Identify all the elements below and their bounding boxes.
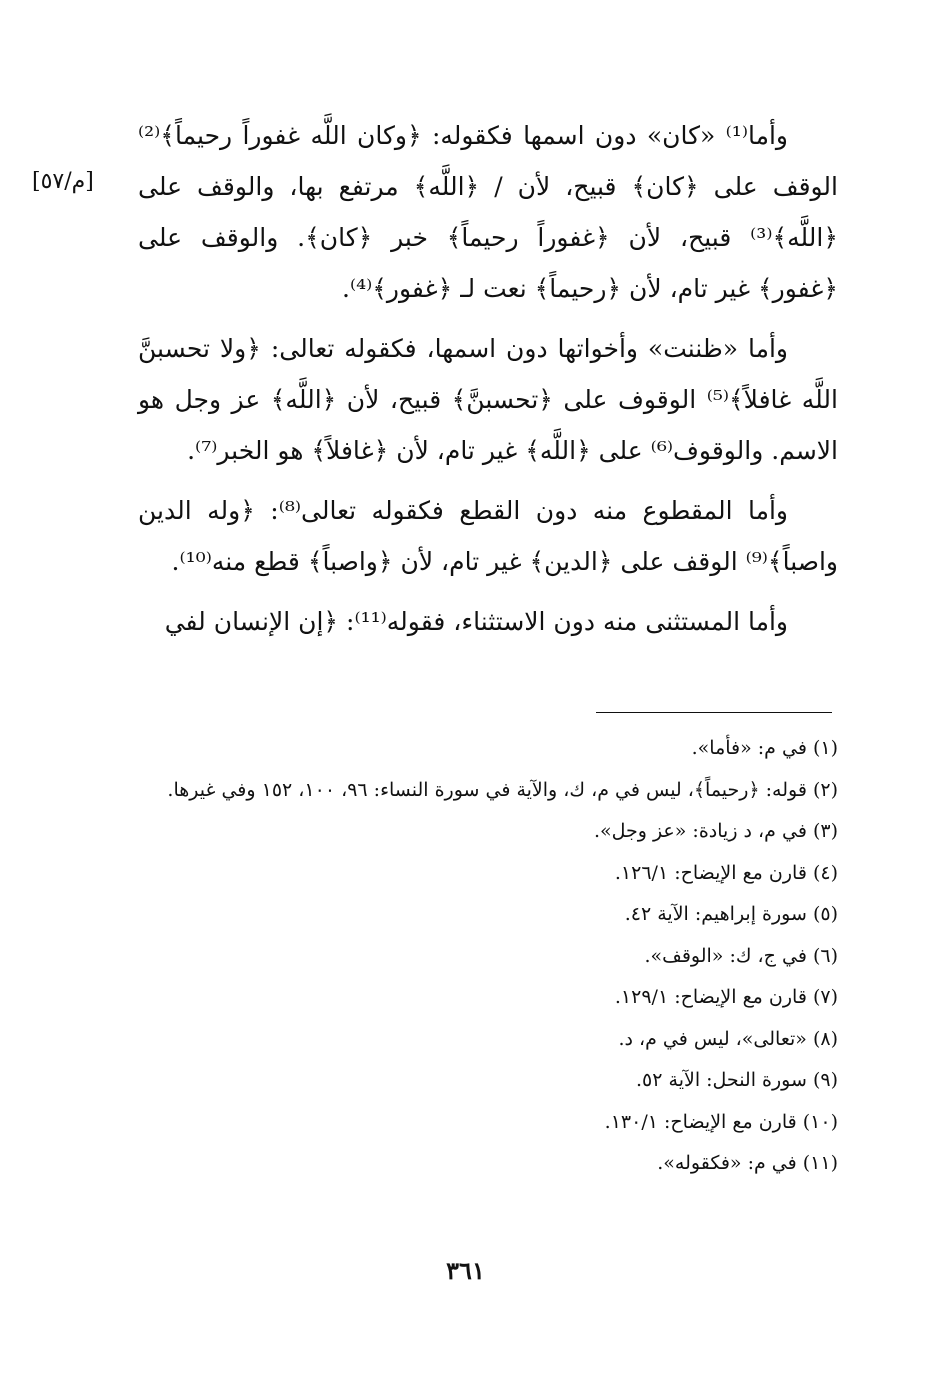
main-text — [138, 110, 838, 656]
paragraph-kana: وأما⁽¹⁾ «كان» دون اسمها فكقوله: ﴿وكان اللَّه غفوراً رحيماً﴾⁽²⁾ الوقف على ﴿كان﴾ قبيح، لأن / ﴿اللَّه﴾ مرتفع بها، والوقف على ﴿اللَّه﴾⁽³⁾ قبيح، لأن ﴿غفوراً رحيماً﴾ خبر ﴿كان﴾. والوقف على ﴿غفور﴾ غير تام، لأن ﴿رحيماً﴾ نعت لـ ﴿غفور﴾⁽⁴⁾. — [138, 121, 838, 303]
footnote-8: (٨) «تعالى»، ليس في م، د. — [618, 1027, 838, 1050]
footnote-4: (٤) قارن مع الإيضاح: ١٢٦/١. — [614, 861, 838, 884]
footnote-2: (٢) قوله: ﴿رحيماً﴾، ليس في م، ك، والآية في سورة النساء: ٩٦، ١٠٠، ١٥٢ وفي غيرها. — [167, 778, 838, 801]
footnote-10: (١٠) قارن مع الإيضاح: ١٣٠/١. — [604, 1110, 838, 1133]
footnotes-list — [140, 728, 838, 1185]
paragraph-mustathna: وأما المستثنى منه دون الاستثناء، فقوله⁽¹¹⁾: ﴿إن الإنسان لفي — [164, 607, 788, 636]
footnote-11: (١١) في م: «فكقوله». — [657, 1152, 838, 1174]
footnote-separator — [596, 712, 832, 713]
margin-manuscript-reference: [م/٥٧] — [32, 169, 94, 194]
footnote-5: (٥) سورة إبراهيم: الآية ٤٢. — [624, 903, 838, 925]
paragraph-maqtu: وأما المقطوع منه دون القطع فكقوله تعالى⁽⁸⁾: ﴿وله الدين واصباً﴾⁽⁹⁾ الوقف على ﴿الدين﴾ غير تام، لأن ﴿واصباً﴾ قطع منه⁽¹⁰⁾. — [138, 496, 838, 576]
footnote-9: (٩) سورة النحل: الآية ٥٢. — [636, 1069, 838, 1091]
page-number: ٣٦١ — [446, 1256, 485, 1285]
footnote-6: (٦) في ج، ك: «الوقف». — [644, 944, 838, 967]
footnote-7: (٧) قارن مع الإيضاح: ١٢٩/١. — [614, 986, 838, 1008]
paragraph-zanantu: وأما «ظننت» وأخواتها دون اسمها، فكقوله تعالى: ﴿ولا تحسبنَّ اللَّه غافلاً﴾⁽⁵⁾ الوقوف على ﴿تحسبنَّ﴾ قبيح، لأن ﴿اللَّه﴾ عز وجل هو الاسم. والوقوف⁽⁶⁾ على ﴿اللَّه﴾ غير تام، لأن ﴿غافلاً﴾ هو الخبر⁽⁷⁾. — [138, 334, 838, 465]
footnote-3: (٣) في م، د زيادة: «عز وجل». — [593, 820, 838, 842]
footnote-1: (١) في م: «فأما». — [691, 737, 838, 759]
